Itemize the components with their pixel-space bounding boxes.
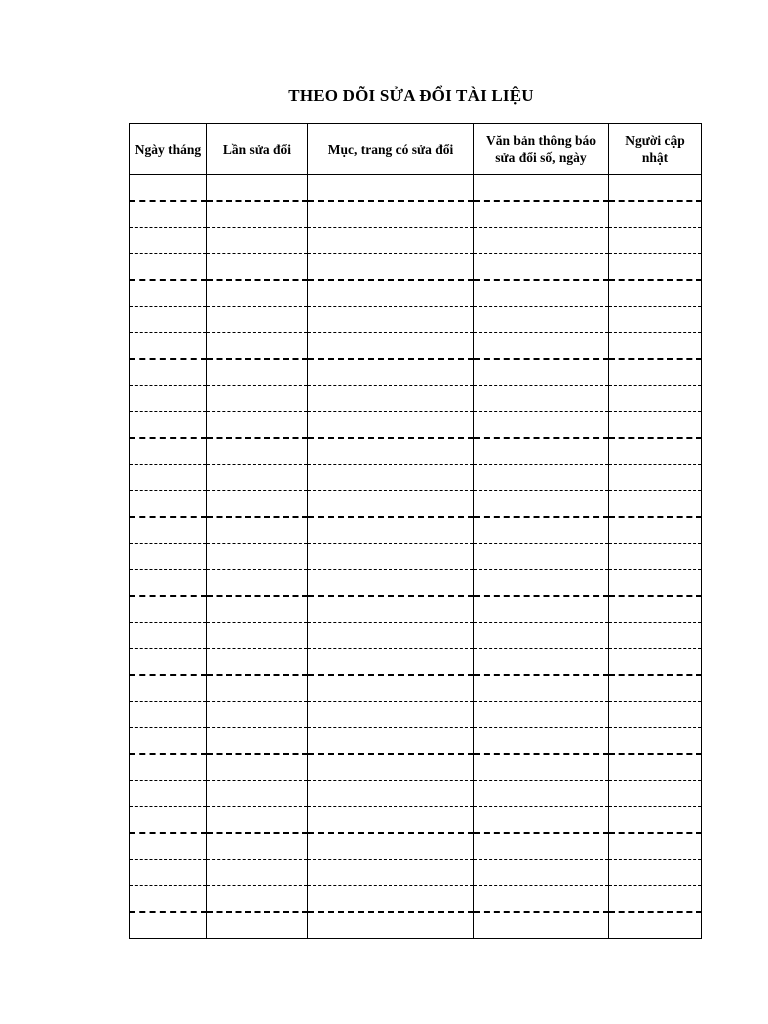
updated-by-cell xyxy=(609,702,702,728)
date-cell xyxy=(130,517,207,544)
revision-cell xyxy=(207,280,308,307)
table-row xyxy=(130,570,702,597)
notice-cell xyxy=(474,675,609,702)
updated-by-cell xyxy=(609,623,702,649)
table-row xyxy=(130,175,702,202)
updated-by-cell xyxy=(609,228,702,254)
notice-cell xyxy=(474,860,609,886)
table-row xyxy=(130,860,702,886)
table-row xyxy=(130,280,702,307)
revision-cell xyxy=(207,675,308,702)
table-row xyxy=(130,438,702,465)
revision-cell xyxy=(207,860,308,886)
table-row xyxy=(130,912,702,939)
table-row xyxy=(130,833,702,860)
revision-cell xyxy=(207,754,308,781)
notice-cell xyxy=(474,175,609,202)
notice-cell xyxy=(474,386,609,412)
revision-cell xyxy=(207,833,308,860)
section-cell xyxy=(308,754,474,781)
date-cell xyxy=(130,175,207,202)
revision-cell xyxy=(207,623,308,649)
notice-cell xyxy=(474,544,609,570)
header-date: Ngày tháng xyxy=(130,124,207,175)
section-cell xyxy=(308,280,474,307)
date-cell xyxy=(130,833,207,860)
date-cell xyxy=(130,359,207,386)
updated-by-cell xyxy=(609,728,702,755)
date-cell xyxy=(130,228,207,254)
notice-cell xyxy=(474,412,609,439)
revision-cell xyxy=(207,596,308,623)
section-cell xyxy=(308,544,474,570)
updated-by-cell xyxy=(609,912,702,939)
updated-by-cell xyxy=(609,307,702,333)
section-cell xyxy=(308,254,474,281)
section-cell xyxy=(308,781,474,807)
date-cell xyxy=(130,754,207,781)
revision-log-table xyxy=(129,123,702,939)
updated-by-cell xyxy=(609,386,702,412)
date-cell xyxy=(130,386,207,412)
notice-cell xyxy=(474,886,609,913)
revision-cell xyxy=(207,491,308,518)
notice-cell xyxy=(474,228,609,254)
updated-by-cell xyxy=(609,438,702,465)
updated-by-cell xyxy=(609,254,702,281)
table-row xyxy=(130,623,702,649)
revision-cell xyxy=(207,807,308,834)
revision-cell xyxy=(207,728,308,755)
section-cell xyxy=(308,228,474,254)
date-cell xyxy=(130,307,207,333)
date-cell xyxy=(130,254,207,281)
notice-cell xyxy=(474,517,609,544)
notice-cell xyxy=(474,280,609,307)
table-row xyxy=(130,228,702,254)
section-cell xyxy=(308,912,474,939)
table-row xyxy=(130,728,702,755)
date-cell xyxy=(130,886,207,913)
section-cell xyxy=(308,412,474,439)
updated-by-cell xyxy=(609,649,702,676)
table-row xyxy=(130,386,702,412)
notice-cell xyxy=(474,754,609,781)
notice-cell xyxy=(474,465,609,491)
header-updated-by: Người cập nhật xyxy=(609,124,702,175)
updated-by-cell xyxy=(609,333,702,360)
section-cell xyxy=(308,833,474,860)
revision-cell xyxy=(207,544,308,570)
updated-by-cell xyxy=(609,781,702,807)
notice-cell xyxy=(474,570,609,597)
notice-cell xyxy=(474,702,609,728)
date-cell xyxy=(130,728,207,755)
section-cell xyxy=(308,860,474,886)
date-cell xyxy=(130,649,207,676)
notice-cell xyxy=(474,438,609,465)
date-cell xyxy=(130,596,207,623)
date-cell xyxy=(130,333,207,360)
section-cell xyxy=(308,359,474,386)
section-cell xyxy=(308,386,474,412)
date-cell xyxy=(130,412,207,439)
notice-cell xyxy=(474,623,609,649)
date-cell xyxy=(130,702,207,728)
revision-cell xyxy=(207,254,308,281)
section-cell xyxy=(308,175,474,202)
header-section-page: Mục, trang có sửa đổi xyxy=(308,124,474,175)
table-row xyxy=(130,465,702,491)
date-cell xyxy=(130,201,207,228)
table-row xyxy=(130,754,702,781)
section-cell xyxy=(308,728,474,755)
notice-cell xyxy=(474,912,609,939)
table-row xyxy=(130,886,702,913)
notice-cell xyxy=(474,781,609,807)
table-row xyxy=(130,596,702,623)
updated-by-cell xyxy=(609,860,702,886)
table-row xyxy=(130,359,702,386)
section-cell xyxy=(308,807,474,834)
section-cell xyxy=(308,702,474,728)
revision-cell xyxy=(207,517,308,544)
date-cell xyxy=(130,623,207,649)
updated-by-cell xyxy=(609,675,702,702)
updated-by-cell xyxy=(609,201,702,228)
table-row xyxy=(130,675,702,702)
notice-cell xyxy=(474,833,609,860)
date-cell xyxy=(130,280,207,307)
notice-cell xyxy=(474,596,609,623)
updated-by-cell xyxy=(609,596,702,623)
section-cell xyxy=(308,517,474,544)
section-cell xyxy=(308,623,474,649)
date-cell xyxy=(130,544,207,570)
updated-by-cell xyxy=(609,280,702,307)
revision-cell xyxy=(207,886,308,913)
table-row xyxy=(130,491,702,518)
revision-cell xyxy=(207,228,308,254)
updated-by-cell xyxy=(609,359,702,386)
revision-cell xyxy=(207,359,308,386)
date-cell xyxy=(130,860,207,886)
table-row xyxy=(130,254,702,281)
updated-by-cell xyxy=(609,754,702,781)
header-row xyxy=(130,124,702,175)
header-notice-document: Văn bản thông báo sửa đổi số, ngày xyxy=(474,124,609,175)
table-row xyxy=(130,702,702,728)
table-row xyxy=(130,544,702,570)
date-cell xyxy=(130,807,207,834)
notice-cell xyxy=(474,359,609,386)
updated-by-cell xyxy=(609,491,702,518)
revision-cell xyxy=(207,912,308,939)
date-cell xyxy=(130,570,207,597)
table-row xyxy=(130,412,702,439)
revision-cell xyxy=(207,412,308,439)
table-row xyxy=(130,807,702,834)
revision-cell xyxy=(207,386,308,412)
section-cell xyxy=(308,465,474,491)
section-cell xyxy=(308,596,474,623)
section-cell xyxy=(308,333,474,360)
revision-cell xyxy=(207,307,308,333)
date-cell xyxy=(130,675,207,702)
table-body xyxy=(130,175,702,939)
header-revision: Lần sửa đổi xyxy=(207,124,308,175)
updated-by-cell xyxy=(609,517,702,544)
table-row xyxy=(130,333,702,360)
updated-by-cell xyxy=(609,412,702,439)
notice-cell xyxy=(474,254,609,281)
date-cell xyxy=(130,491,207,518)
date-cell xyxy=(130,465,207,491)
section-cell xyxy=(308,675,474,702)
section-cell xyxy=(308,307,474,333)
revision-cell xyxy=(207,649,308,676)
notice-cell xyxy=(474,333,609,360)
table-row xyxy=(130,517,702,544)
notice-cell xyxy=(474,491,609,518)
section-cell xyxy=(308,491,474,518)
revision-cell xyxy=(207,465,308,491)
date-cell xyxy=(130,912,207,939)
revision-cell xyxy=(207,781,308,807)
section-cell xyxy=(308,570,474,597)
revision-cell xyxy=(207,570,308,597)
updated-by-cell xyxy=(609,175,702,202)
table-row xyxy=(130,781,702,807)
table-row xyxy=(130,649,702,676)
table-row xyxy=(130,201,702,228)
revision-cell xyxy=(207,438,308,465)
updated-by-cell xyxy=(609,544,702,570)
section-cell xyxy=(308,649,474,676)
notice-cell xyxy=(474,728,609,755)
notice-cell xyxy=(474,807,609,834)
updated-by-cell xyxy=(609,833,702,860)
section-cell xyxy=(308,438,474,465)
updated-by-cell xyxy=(609,886,702,913)
revision-cell xyxy=(207,201,308,228)
revision-cell xyxy=(207,702,308,728)
document-title: THEO DÕI SỬA ĐỔI TÀI LIỆU xyxy=(288,86,534,105)
date-cell xyxy=(130,438,207,465)
notice-cell xyxy=(474,201,609,228)
revision-cell xyxy=(207,175,308,202)
table-row xyxy=(130,307,702,333)
notice-cell xyxy=(474,307,609,333)
updated-by-cell xyxy=(609,570,702,597)
updated-by-cell xyxy=(609,465,702,491)
section-cell xyxy=(308,886,474,913)
updated-by-cell xyxy=(609,807,702,834)
revision-cell xyxy=(207,333,308,360)
section-cell xyxy=(308,201,474,228)
date-cell xyxy=(130,781,207,807)
notice-cell xyxy=(474,649,609,676)
